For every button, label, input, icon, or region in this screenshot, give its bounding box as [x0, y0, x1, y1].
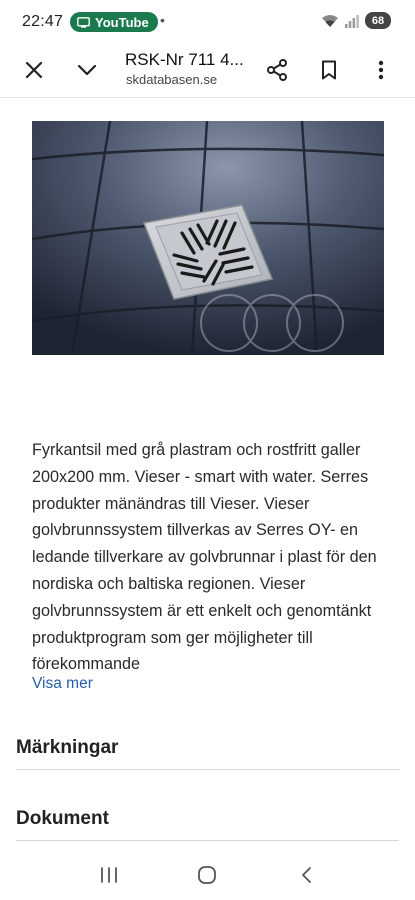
notification-app-label: YouTube	[95, 14, 149, 30]
show-more-link[interactable]: Visa mer	[32, 675, 93, 692]
status-icons	[321, 12, 391, 29]
back-icon	[300, 866, 312, 884]
system-navigation-bar	[0, 850, 415, 900]
tv-icon	[77, 17, 90, 28]
wifi-icon	[321, 14, 339, 28]
close-icon	[25, 61, 43, 79]
documents-section-heading[interactable]: Dokument	[16, 808, 399, 841]
chevron-down-icon	[77, 64, 97, 76]
markings-section-heading[interactable]: Märkningar	[16, 737, 399, 770]
page-url[interactable]: skdatabasen.se	[126, 72, 218, 87]
back-button[interactable]	[286, 855, 326, 895]
browser-toolbar	[0, 42, 415, 98]
minimize-button[interactable]	[71, 54, 103, 86]
product-description: Fyrkantsil med grå plastram och rostfritt galler 200x200 mm. Vieser - smart with water. Serres produkter mänändras till Vieser. Vieser golvbrunnssystem tillverkas av Serres OY- en ledande tillverkare av golvbrunnar i plast för den nordiska och baltiska regionen. Vieser golvbrunnssystem är ett enkelt och genomtänkt produktprogram som ger möjligheter till förekommande	[32, 441, 377, 674]
status-time: 22:47	[22, 13, 64, 30]
share-icon	[266, 59, 288, 81]
battery-icon	[365, 12, 391, 29]
close-button[interactable]	[18, 54, 50, 86]
bookmark-icon	[321, 60, 337, 80]
battery-level: 68	[371, 14, 385, 27]
notification-dot: •	[160, 12, 165, 28]
more-vertical-icon	[378, 60, 384, 80]
home-icon	[197, 865, 217, 885]
recent-apps-icon	[100, 867, 118, 883]
bookmark-button[interactable]	[313, 54, 345, 86]
share-button[interactable]	[261, 54, 293, 86]
recent-apps-button[interactable]	[89, 855, 129, 895]
home-button[interactable]	[187, 855, 227, 895]
product-image[interactable]	[32, 121, 384, 355]
more-options-button[interactable]	[365, 54, 397, 86]
page-title: RSK-Nr 711 4...	[125, 50, 244, 69]
signal-icon	[345, 14, 359, 28]
youtube-notification-pill[interactable]	[70, 12, 158, 32]
status-bar	[0, 0, 415, 42]
